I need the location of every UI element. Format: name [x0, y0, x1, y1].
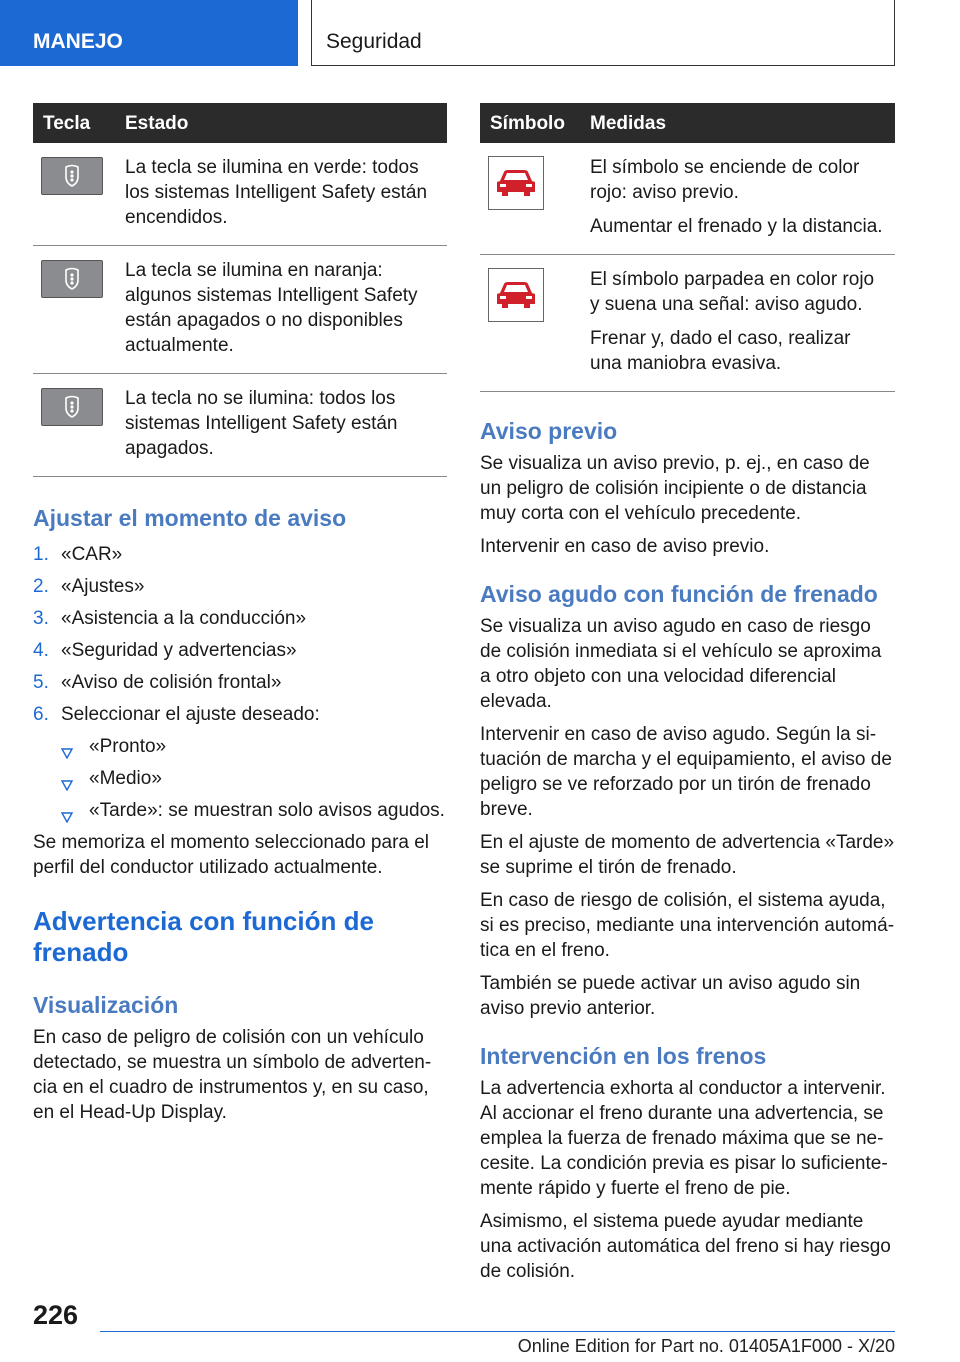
intelligent-safety-key-icon	[41, 388, 103, 426]
intelligent-safety-key-icon	[41, 260, 103, 298]
footer-divider	[100, 1331, 895, 1332]
acute-text: Se visualiza un aviso agudo en caso de riesgo de colisión inmediata si el vehículo se aproxima a otro objeto con una velocidad diferencial elevada.	[480, 616, 882, 712]
symbol-table-header	[480, 103, 895, 143]
acute-text: Intervenir en caso de aviso agudo. Según la situación de marcha y el equipamiento, el aviso de peligro se ve reforzado por un tirón de frenado breve.	[480, 724, 892, 820]
display-text: En caso de peligro de colisión con un vehículo detectado, se muestra un símbolo de advertencia en el cuadro de instrumentos y, en su caso, en el Head-Up Display.	[33, 1027, 432, 1123]
key-state-text: La tecla no se ilumina: todos los sistemas Intelligent Safety están apagados.	[115, 374, 447, 477]
step-number: 4.	[33, 640, 49, 661]
brakes-heading: Intervención en los frenos	[480, 1043, 767, 1069]
measure-text: Aumentar el frenado y la distancia.	[590, 216, 883, 237]
right-column	[480, 103, 895, 1284]
list-item	[33, 574, 447, 606]
prewarning-heading: Aviso previo	[480, 418, 618, 444]
red-car-warning-icon	[488, 156, 544, 210]
list-item	[33, 606, 447, 638]
measure-text: El símbolo se enciende de color rojo: aviso previo.	[590, 157, 860, 203]
step-text: «Asistencia a la conducción»	[61, 608, 307, 629]
step-text: «Ajustes»	[61, 576, 145, 597]
table-row	[480, 143, 895, 255]
list-item	[33, 670, 447, 702]
intelligent-safety-key-icon	[41, 157, 103, 195]
symbol-measures-table	[480, 103, 895, 392]
brakes-text: La advertencia exhorta al conductor a intervenir. Al accionar el freno durante una advertencia, se emplea la fuerza de frenado máxima que se necesite. La condición previa es pisar lo suficientemente rápido y fuerte el freno de pie.	[480, 1078, 888, 1199]
step-text: Seleccionar el ajuste deseado:	[61, 704, 320, 725]
table-row	[33, 374, 447, 477]
acute-heading: Aviso agudo con función de frenado	[480, 581, 878, 607]
red-car-warning-icon	[488, 268, 544, 322]
edition-note: Online Edition for Part no. 01405A1F000 - X/20	[517, 1336, 895, 1356]
topic-title: Seguridad	[326, 30, 422, 53]
table-row	[33, 246, 447, 374]
list-item	[33, 702, 447, 734]
display-heading: Visualización	[33, 992, 179, 1018]
measure-text: Frenar y, dado el caso, realizar una maniobra evasiva.	[590, 328, 851, 374]
topic-tab	[311, 0, 895, 66]
adjust-heading: Ajustar el momento de aviso	[33, 505, 347, 531]
step-number: 5.	[33, 672, 49, 693]
col-header-state: Estado	[115, 103, 447, 143]
warning-braking-heading: Advertencia con función de frenado	[33, 906, 374, 967]
list-item	[33, 542, 447, 574]
step-text: «Aviso de colisión frontal»	[61, 672, 282, 693]
list-item	[61, 734, 447, 766]
option-text: «Medio»	[89, 768, 162, 789]
key-state-text: La tecla se ilumina en verde: todos los sistemas Intelligent Safety están encendidos.	[115, 143, 447, 246]
measure-text: El símbolo parpadea en color rojo y suena una señal: aviso agudo.	[590, 269, 875, 315]
key-state-table	[33, 103, 447, 477]
step-number: 2.	[33, 576, 49, 597]
triangle-bullet-icon	[61, 741, 73, 767]
table-row	[480, 255, 895, 392]
step-number: 1.	[33, 544, 49, 565]
option-text: «Tarde»: se muestran solo avisos agudos.	[89, 800, 445, 821]
step-text: «Seguridad y advertencias»	[61, 640, 297, 661]
step-number: 3.	[33, 608, 49, 629]
section-title: MANEJO	[33, 30, 123, 53]
left-column	[33, 103, 447, 1125]
list-item	[61, 798, 447, 830]
triangle-bullet-icon	[61, 805, 73, 831]
adjust-note: Se memoriza el momento seleccionado para el perfil del conductor utilizado actualmente.	[33, 832, 430, 878]
adjust-steps	[33, 542, 447, 734]
page-number: 226	[33, 1300, 79, 1330]
step-number: 6.	[33, 704, 49, 725]
acute-text: En caso de riesgo de colisión, el sistema ayuda, si es preciso, mediante una intervención automática en el freno.	[480, 890, 895, 961]
col-header-measures: Medidas	[580, 103, 895, 143]
step-text: «CAR»	[61, 544, 123, 565]
list-item	[61, 766, 447, 798]
prewarning-action: Intervenir en caso de aviso previo.	[480, 536, 770, 557]
key-table-header	[33, 103, 447, 143]
acute-text: También se puede activar un aviso agudo sin aviso previo anterior.	[480, 973, 861, 1019]
table-row	[33, 143, 447, 246]
section-tab	[0, 0, 298, 66]
col-header-symbol: Símbolo	[480, 103, 580, 143]
col-header-key: Tecla	[33, 103, 115, 143]
prewarning-text: Se visualiza un aviso previo, p. ej., en caso de un peligro de colisión incipiente o de distancia muy corta con el vehículo precedente.	[480, 453, 870, 524]
triangle-bullet-icon	[61, 773, 73, 799]
option-text: «Pronto»	[89, 736, 167, 757]
list-item	[33, 638, 447, 670]
key-state-text: La tecla se ilumina en naranja: algunos sistemas Intelligent Safety están apagados o no disponibles actualmente.	[115, 246, 447, 374]
acute-text: En el ajuste de momento de advertencia «Tarde» se suprime el tirón de frenado.	[480, 832, 895, 878]
option-list	[33, 734, 447, 830]
brakes-text: Asimismo, el sistema puede ayudar mediante una activación automática del freno si hay riesgo de colisión.	[480, 1211, 891, 1282]
